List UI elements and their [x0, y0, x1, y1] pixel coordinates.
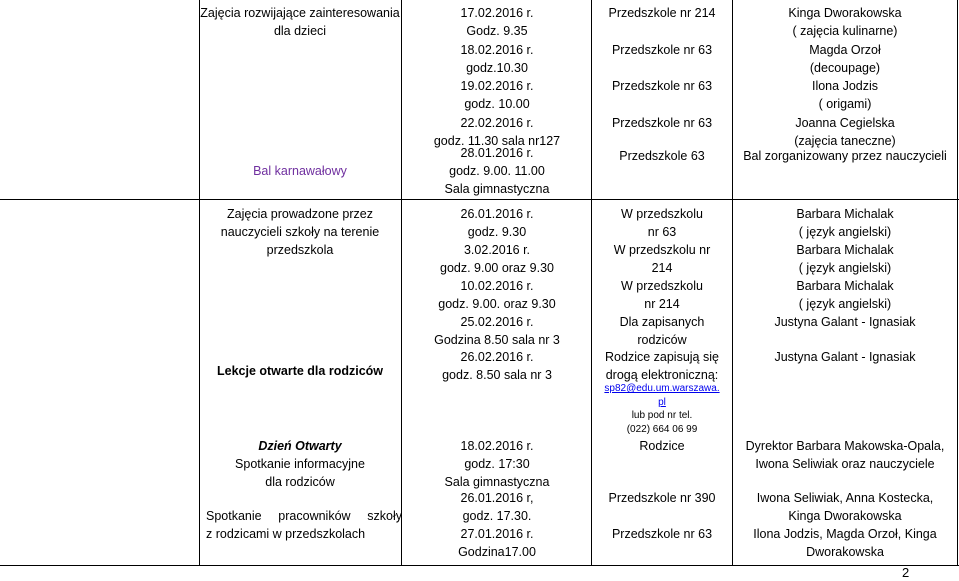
date-cell: 26.02.2016 r. godz. 8.50 sala nr 3: [442, 350, 552, 383]
page-number: 2: [902, 565, 910, 580]
place-cell: Przedszkole 63: [619, 149, 705, 163]
person-cell: Barbara Michalak ( język angielski): [796, 279, 894, 312]
table-border-bottom: [0, 565, 959, 566]
date-cell: 27.01.2016 r. Godzina17.00: [458, 527, 536, 560]
contact-cell: sp82@edu.um.warszawa. pl lub pod nr tel. (022) 664 06 99: [604, 383, 720, 435]
date-cell: 19.02.2016 r. godz. 10.00: [460, 79, 534, 112]
category-cell: Lekcje otwarte dla rodziców: [216, 364, 383, 378]
date-cell: 17.02.2016 r. Godz. 9.35: [460, 6, 534, 39]
place-cell: Dla zapisanych rodziców: [619, 315, 705, 348]
place-cell: Rodzice: [639, 439, 685, 453]
place-cell: Przedszkole nr 214: [608, 6, 716, 20]
person-cell: Ilona Jodzis ( origami): [811, 79, 878, 112]
place-cell: W przedszkolu nr 63: [621, 207, 703, 240]
place-cell: Przedszkole nr 63: [611, 527, 713, 541]
category-cell: Zajęcia rozwijające zainteresowania dla dzieci: [200, 6, 400, 39]
email-link-continued[interactable]: pl: [658, 396, 666, 408]
person-cell: Ilona Jodzis, Magda Orzoł, Kinga Dworakowska: [753, 527, 937, 560]
date-cell: 26.01.2016 r, godz. 17.30.: [460, 491, 534, 524]
place-cell: Przedszkole nr 63: [611, 43, 713, 57]
date-cell: 25.02.2016 r. Godzina 8.50 sala nr 3: [434, 315, 560, 348]
date-cell: 10.02.2016 r. godz. 9.00. oraz 9.30: [438, 279, 556, 312]
section-divider: [0, 199, 959, 200]
date-cell: 3.02.2016 r. godz. 9.00 oraz 9.30: [440, 243, 554, 276]
place-cell: W przedszkolu nr 214: [621, 279, 703, 312]
person-cell: Magda Orzoł (decoupage): [809, 43, 881, 76]
date-cell: 18.02.2016 r. godz. 17:30 Sala gimnastyczna: [444, 439, 550, 490]
person-cell: Joanna Cegielska (zajęcia taneczne): [794, 116, 896, 149]
place-cell: Przedszkole nr 63: [611, 116, 713, 130]
event-title: Bal karnawałowy: [253, 164, 347, 178]
date-cell: 26.01.2016 r. godz. 9.30: [460, 207, 534, 240]
place-cell: Rodzice zapisują się drogą elektroniczną:: [605, 350, 719, 383]
person-cell: Justyna Galant - Ignasiak: [774, 315, 916, 329]
event-cell: Spotkanie pracowników szkoły z rodzicami w przedszkolach: [206, 509, 402, 542]
person-cell: Dyrektor Barbara Makowska-Opala, Iwona Seliwiak oraz nauczyciele: [745, 439, 945, 472]
person-cell: Justyna Galant - Ignasiak: [774, 350, 916, 364]
place-cell: W przedszkolu nr 214: [613, 243, 711, 276]
person-cell: Iwona Seliwiak, Anna Kostecka, Kinga Dworakowska: [756, 491, 934, 524]
date-cell: 18.02.2016 r. godz.10.30: [460, 43, 534, 76]
event-cell: Dzień Otwarty Spotkanie informacyjne dla rodziców: [235, 439, 365, 490]
table-border-right: [957, 0, 958, 566]
person-cell: Barbara Michalak ( język angielski): [796, 207, 894, 240]
place-cell: Przedszkole nr 63: [611, 79, 713, 93]
date-cell: 22.02.2016 r. godz. 11.30 sala nr127: [433, 116, 561, 149]
category-cell: Zajęcia prowadzone przez nauczycieli szkoły na terenie przedszkola: [220, 207, 380, 258]
place-cell: Przedszkole nr 390: [608, 491, 716, 505]
email-link[interactable]: sp82@edu.um.warszawa.: [604, 383, 720, 394]
person-cell: Barbara Michalak ( język angielski): [796, 243, 894, 276]
person-cell: Bal zorganizowany przez nauczycieli: [743, 149, 947, 163]
date-cell: 28.01.2016 r. godz. 9.00. 11.00 Sala gimnastyczna: [444, 146, 550, 197]
person-cell: Kinga Dworakowska ( zajęcia kulinarne): [788, 6, 902, 39]
